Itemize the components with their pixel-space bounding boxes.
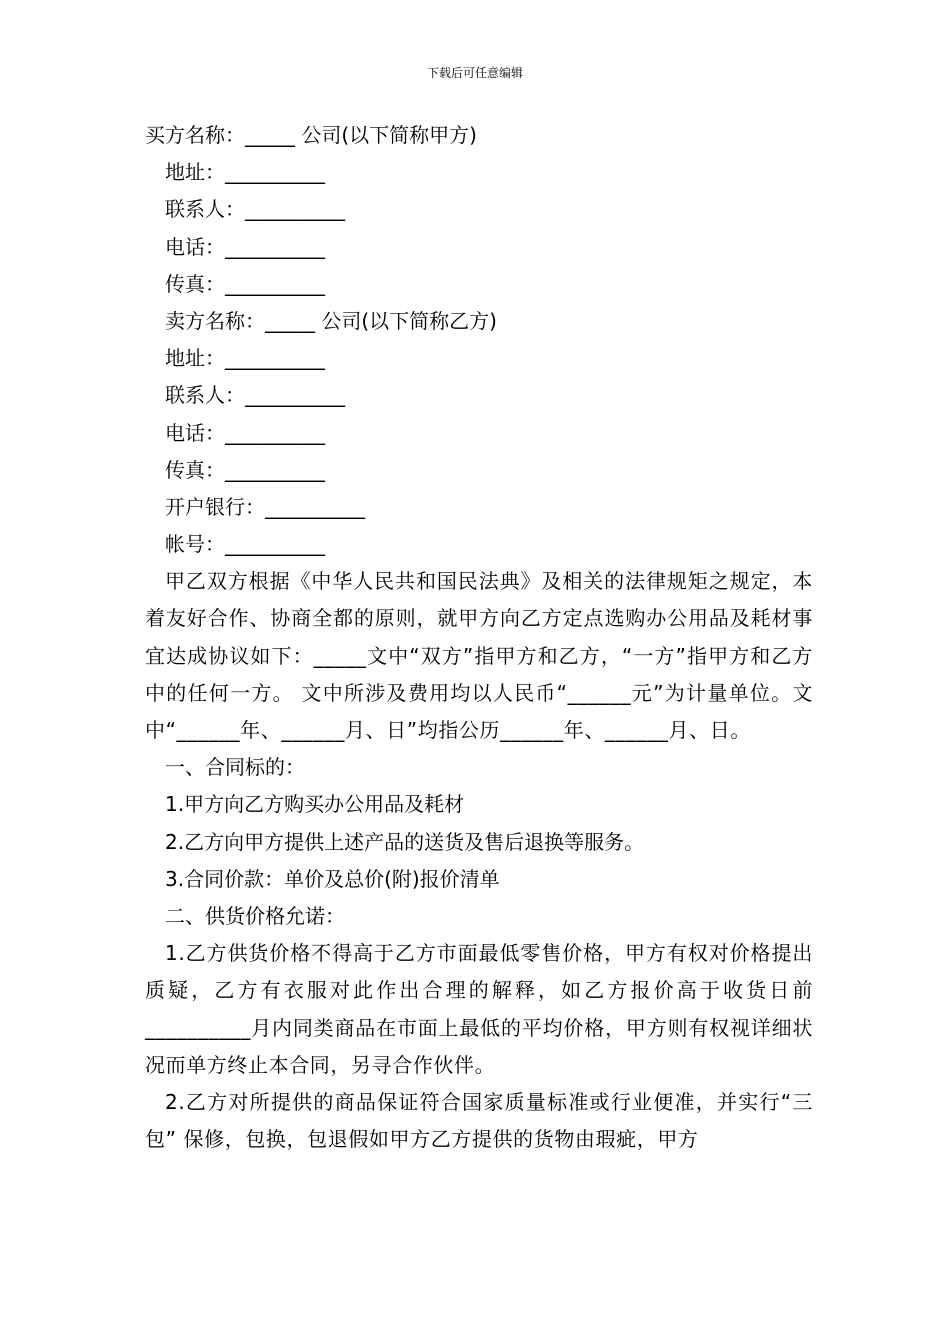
section1-item-3: 3.合同价款：单价及总价(附)报价清单: [165, 866, 500, 891]
seller-phone: 电话：__________: [165, 420, 325, 445]
section2-item-2: 2.乙方对所提供的商品保证符合国家质量标准或行业便准，并实行“三包” 保修，包换，包退假如甲方乙方提供的货物由瑕疵，甲方: [145, 1090, 813, 1152]
seller-bank: 开户银行：__________: [165, 494, 365, 519]
buyer-contact: 联系人：__________: [165, 197, 345, 222]
buyer-phone: 电话：__________: [165, 234, 325, 259]
seller-address: 地址：__________: [165, 346, 325, 371]
buyer-name: 买方名称：_____ 公司(以下简称甲方): [145, 123, 477, 147]
section2-title: 二、供货价格允诺：: [165, 904, 345, 929]
buyer-fax: 传真：__________: [165, 271, 325, 296]
buyer-address: 地址：__________: [165, 160, 325, 185]
document-body: [145, 117, 813, 1158]
seller-account: 帐号：__________: [165, 532, 325, 557]
section2-item-1: 1.乙方供货价格不得高于乙方市面最低零售价格，甲方有权对价格提出质疑，乙方有衣服对此作出合理的解释，如乙方报价高于收货日前__________月内同类商品在市面上最低的平均价格，甲方则有权视详细状况而单方终止本合同，另寻合作伙伴。: [145, 941, 813, 1077]
seller-contact: 联系人：__________: [165, 383, 345, 408]
seller-name: 卖方名称：_____ 公司(以下简称乙方): [165, 308, 497, 333]
header-note: 下载后可任意编辑: [426, 66, 523, 80]
seller-fax: 传真：__________: [165, 457, 325, 482]
section1-item-2: 2.乙方向甲方提供上述产品的送货及售后退换等服务。: [165, 829, 645, 854]
preamble-paragraph: 甲乙双方根据《中华人民共和国民法典》及相关的法律规矩之规定，本着友好合作、协商全都的原则，就甲方向乙方定点选购办公用品及耗材事宜达成协议如下：_____文中“双方”指甲方和乙方，“一方”指甲方和乙方中的任何一方。 文中所涉及费用均以人民币“______元”为计量单位。文中“______年、______月、日”均指公历______年、______月、日。: [145, 569, 813, 743]
section1-item-1: 1.甲方向乙方购买办公用品及耗材: [165, 792, 465, 817]
section1-title: 一、合同标的：: [165, 755, 305, 780]
